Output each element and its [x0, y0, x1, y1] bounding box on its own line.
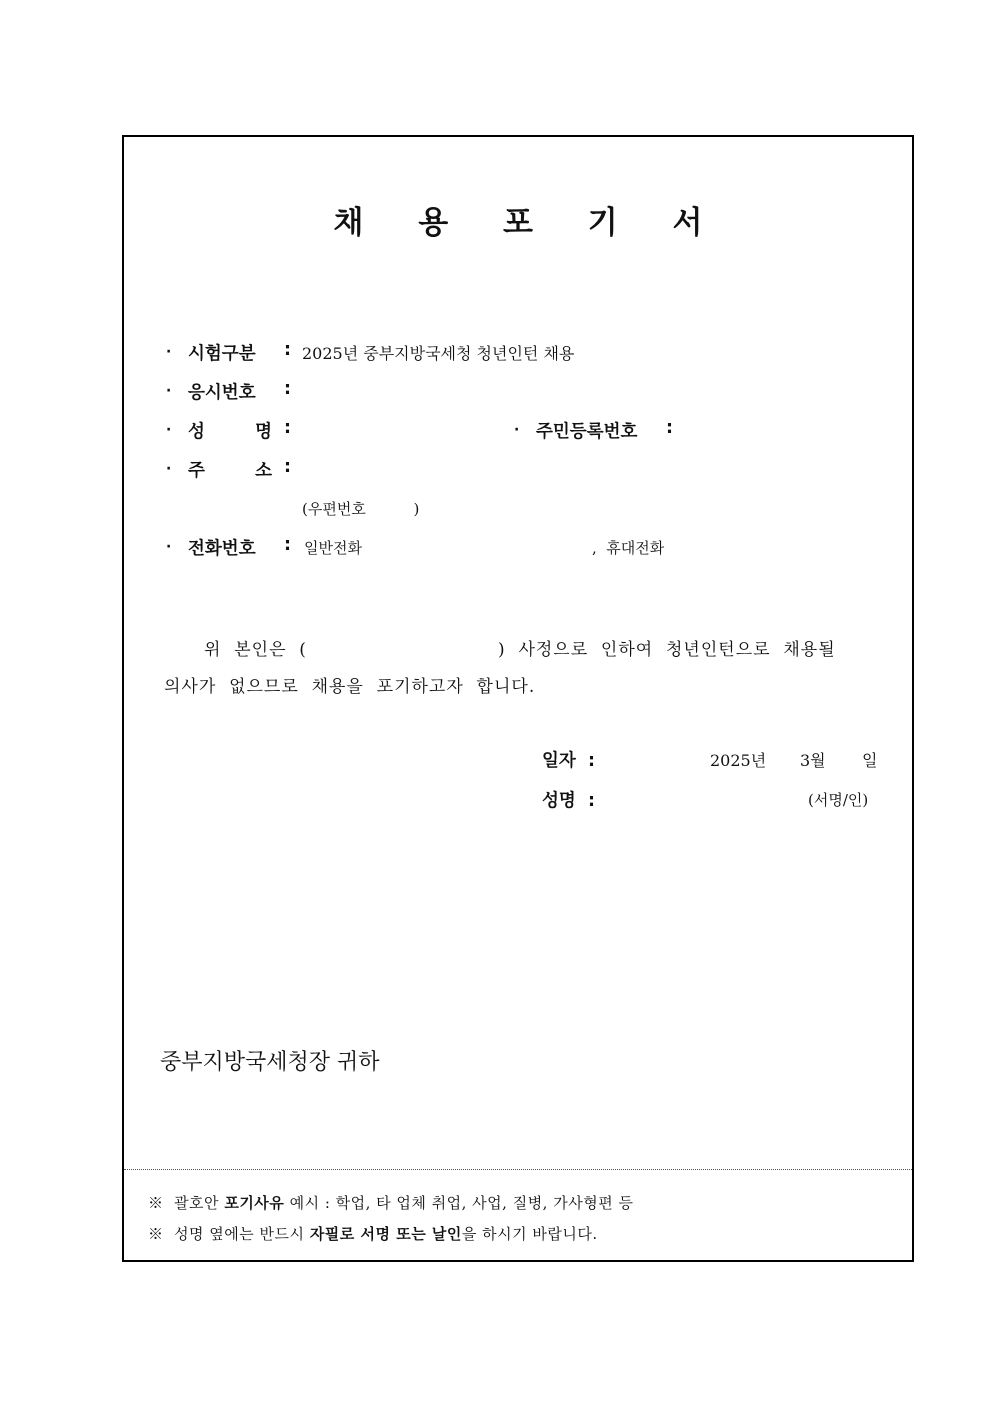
mobile-label: , 휴대전화	[592, 539, 665, 557]
name-label-part: 성	[188, 422, 205, 442]
bullet: ·	[166, 422, 172, 438]
form-frame	[122, 135, 914, 1262]
note-bold: 포기사유	[224, 1194, 285, 1212]
applicant-no-label: 응시번호	[188, 383, 256, 403]
applicant-no-input[interactable]	[304, 379, 604, 401]
reason-input[interactable]	[314, 633, 494, 657]
form-title: 채 용 포 기 서	[333, 205, 725, 241]
resident-no-input[interactable]	[684, 418, 884, 440]
phone-label: 전화번호	[188, 539, 256, 559]
exam-value: 2025년 중부지방국세청 청년인턴 채용	[302, 344, 575, 363]
exam-label: 시험구분	[188, 344, 256, 364]
bullet: ·	[166, 539, 172, 555]
date-label: 일자 :	[542, 751, 595, 771]
colon: :	[284, 340, 291, 360]
note-bold: 자필로 서명 또는 날인	[309, 1225, 462, 1243]
sign-placeholder: (서명/인)	[808, 791, 869, 809]
note-text: 괄호안	[174, 1194, 220, 1212]
note-mark: ※	[148, 1225, 164, 1243]
address-label-part: 주	[188, 461, 205, 481]
name-label-part: 명	[255, 422, 272, 442]
date-day: 일	[862, 751, 878, 770]
sign-label: 성명 :	[542, 791, 595, 811]
note-mark: ※	[148, 1194, 164, 1212]
bullet: ·	[166, 383, 172, 399]
name-input[interactable]	[304, 418, 504, 440]
name-label	[188, 418, 272, 443]
statement-line2: 의사가 없으므로 채용을 포기하고자 합니다.	[164, 677, 536, 697]
date-year: 2025년	[710, 751, 767, 770]
colon: :	[284, 457, 291, 477]
resident-no-label: 주민등록번호	[536, 422, 638, 442]
colon: :	[284, 379, 291, 399]
addressee: 중부지방국세청장 귀하	[160, 1050, 380, 1075]
signature-input[interactable]	[624, 787, 804, 809]
note-text: 성명 옆에는 반드시	[174, 1225, 305, 1243]
landline-label: 일반전화	[304, 539, 362, 557]
note-text: 예시 : 학업, 타 업체 취업, 사업, 질병, 가사형편 등	[289, 1194, 634, 1212]
colon: :	[284, 418, 291, 438]
colon: :	[666, 418, 673, 438]
address-input[interactable]	[304, 457, 864, 479]
colon: :	[284, 535, 291, 555]
address-label	[188, 457, 272, 482]
note-reason-examples	[148, 1192, 633, 1213]
date-month: 3월	[800, 751, 826, 770]
address-label-part: 소	[255, 461, 272, 481]
postal-code: (우편번호 )	[302, 500, 420, 518]
statement-line1-pre: 위 본인은 (	[204, 640, 307, 660]
bullet: ·	[166, 344, 172, 360]
bullet: ·	[166, 461, 172, 477]
dotted-divider	[124, 1169, 912, 1170]
note-signature	[148, 1223, 598, 1244]
statement-line1-post: ) 사정으로 인하여 청년인턴으로 채용될	[498, 640, 836, 660]
bullet: ·	[514, 422, 520, 438]
note-text: 을 하시기 바랍니다.	[461, 1225, 598, 1243]
